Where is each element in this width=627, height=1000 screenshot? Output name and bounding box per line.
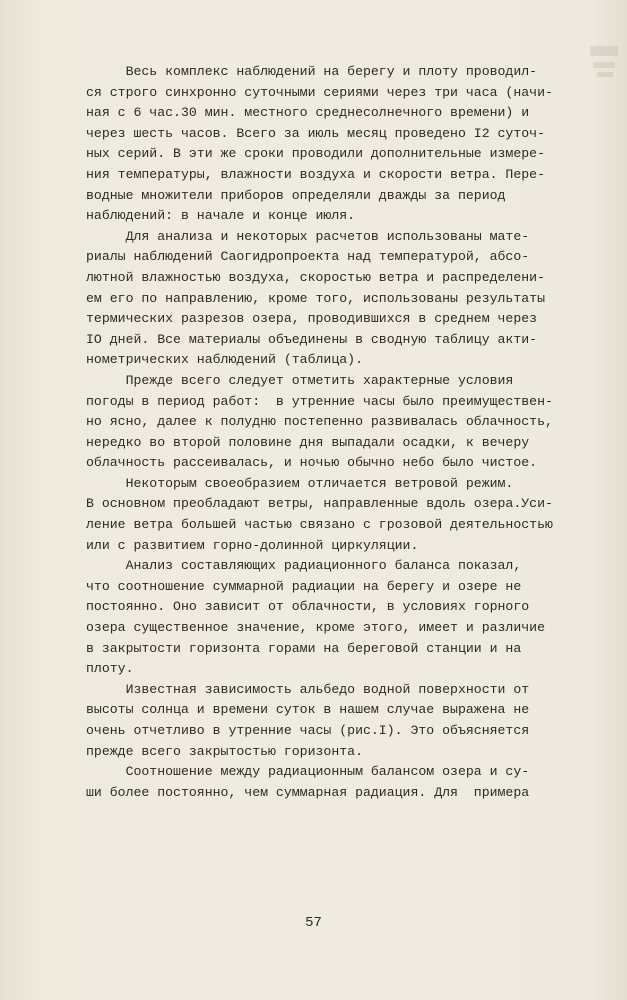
text-line: водные множители приборов определяли дважды за период xyxy=(86,187,506,203)
text-line: прежде всего закрытостью горизонта. xyxy=(86,743,363,759)
text-line: нередко во второй половине дня выпадали осадки, к вечеру xyxy=(86,434,530,450)
text-line: риалы наблюдений Саогидропроекта над температурой, абсо- xyxy=(86,249,530,265)
text-line: термических разрезов озера, проводившихся в среднем через xyxy=(86,311,538,327)
text-line: В основном преобладают ветры, направленные вдоль озера.Уси- xyxy=(86,496,553,512)
text-line: лютной влажностью воздуха, скоростью ветра и распределени- xyxy=(86,269,545,285)
text-line: IO дней. Все материалы объединены в сводную таблицу акти- xyxy=(86,331,538,347)
text-line: или с развитием горно-долинной циркуляции. xyxy=(86,537,419,553)
text-line: плоту. xyxy=(86,661,134,677)
page-number: 57 xyxy=(305,915,322,931)
text-line: очень отчетливо в утренние часы (рис.I). Это объясняется xyxy=(86,723,530,738)
text-line: ши более постоянно, чем суммарная радиация. Для примера xyxy=(86,784,530,800)
text-line: Известная зависимость альбедо водной поверхности от xyxy=(86,681,530,697)
text-line: в закрытости горизонта горами на береговой станции и на xyxy=(86,640,522,656)
text-line: Весь комплекс наблюдений на берегу и плоту проводил- xyxy=(86,64,538,79)
text-line: ния температуры, влажности воздуха и скорости ветра. Пере- xyxy=(86,166,545,182)
faded-stamp-mark xyxy=(587,44,621,82)
text-line: но ясно, далее к полудню постепенно развивалась облачность, xyxy=(86,414,553,430)
text-line: постоянно. Оно зависит от облачности, в условиях горного xyxy=(86,599,530,615)
text-line: ная с 6 час.30 мин. местного среднесолнечного времени) и xyxy=(86,105,530,121)
text-line: Для анализа и некоторых расчетов использованы мате- xyxy=(86,228,530,244)
text-line: Некоторым своеобразием отличается ветровой режим. xyxy=(86,475,514,491)
text-line: что соотношение суммарной радиации на берегу и озере не xyxy=(86,578,522,594)
text-line: Анализ составляющих радиационного баланса показал, xyxy=(86,558,522,574)
text-line: наблюдений: в начале и конце июля. xyxy=(86,208,356,224)
text-line: озера существенное значение, кроме этого, имеет и различие xyxy=(86,620,545,636)
text-line: ление ветра большей частью связано с грозовой деятельностью xyxy=(86,517,553,533)
text-line: высоты солнца и времени суток в нашем случае выражена не xyxy=(86,702,530,718)
text-line: через шесть часов. Всего за июль месяц проведено I2 суточ- xyxy=(86,125,545,141)
text-line: Прежде всего следует отметить характерные условия xyxy=(86,372,514,388)
text-line: погоды в период работ: в утренние часы было преимуществен- xyxy=(86,393,553,409)
text-line: нометрических наблюдений (таблица). xyxy=(86,352,363,368)
text-line: Соотношение между радиационным балансом озера и су- xyxy=(86,764,530,780)
text-line: облачность рассеивалась, и ночью обычно небо было чистое. xyxy=(86,455,538,471)
body-text xyxy=(86,62,553,803)
text-line: ся строго синхронно суточными сериями через три часа (начи- xyxy=(86,84,553,100)
text-line: ем его по направлению, кроме того, использованы результаты xyxy=(86,290,545,306)
text-line: ных серий. В эти же сроки проводили дополнительные измере- xyxy=(86,146,545,162)
